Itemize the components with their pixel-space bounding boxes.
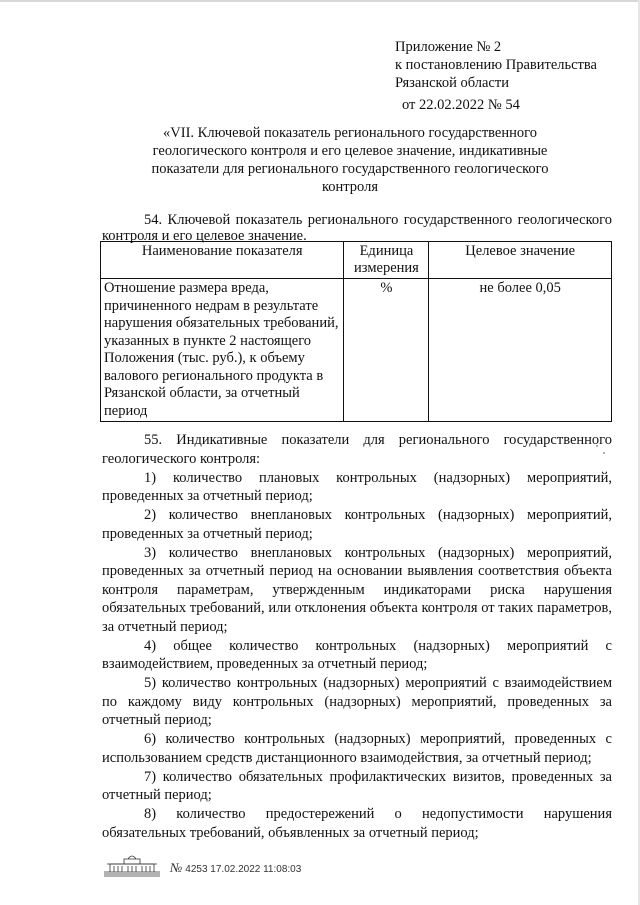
header-line: Приложение № 2 <box>395 39 502 55</box>
column-header-name: Наименование показателя <box>101 242 344 279</box>
list-item: 1) количество плановых контрольных (надзорных) мероприятий, проведенных за отчетный период; <box>102 469 612 504</box>
column-header-unit: Единица измерения <box>344 242 429 279</box>
paragraph-55: 55. Индикативные показатели для регионального государственного геологического контроля: <box>102 432 612 467</box>
list-item: 7) количество обязательных профилактических визитов, проведенных за отчетный период; <box>102 768 612 803</box>
header-line: Рязанской области <box>395 75 509 91</box>
list-item: 8) количество предостережений о недопустимости нарушения обязательных требований, объявленных за отчетный период; <box>102 806 612 841</box>
header-date: от 22.02.2022 № 54 <box>402 97 520 113</box>
scan-top-edge <box>0 0 640 2</box>
registration-number: 4253 17.02.2022 11:08:03 <box>185 864 302 875</box>
list-item: 4) общее количество контрольных (надзорных) мероприятий с взаимодействием, проведенных за отчетный период; <box>102 637 612 672</box>
list-item: 2) количество внеплановых контрольных (надзорных) мероприятий, проведенных за отчетный период; <box>102 507 612 542</box>
list-item: 3) количество внеплановых контрольных (надзорных) мероприятий, проведенных за отчетный период на основании выявления соответствия объекта контроля параметрам, утвержденным индикаторами риска нарушения обязательных требований, или отклонения объекта контроля от таких параметров, за отчетный период; <box>102 544 612 635</box>
table-row <box>101 279 612 422</box>
table-header-row <box>101 242 612 279</box>
government-building-icon <box>102 852 162 878</box>
list-item: 6) количество контрольных (надзорных) мероприятий, проведенных с использованием средств дистанционного взаимодействия, за отчетный период; <box>102 731 612 766</box>
appendix-header <box>395 38 597 92</box>
indicator-name-cell: Отношение размера вреда, причиненного недрам в результате нарушения обязательных требований, указанных в пункте 2 настоящего Положения (тыс. руб.), к объему валового регионального продукта в Рязанской области, за отчетный период <box>101 279 344 422</box>
key-indicator-table <box>100 241 612 422</box>
indicator-target-cell: не более 0,05 <box>429 279 612 422</box>
paragraph-54: 54. Ключевой показатель регионального государственного геологического контроля и его целевое значение. <box>102 212 612 244</box>
header-line: к постановлению Правительства <box>395 57 597 73</box>
column-header-target: Целевое значение <box>429 242 612 279</box>
indicator-unit-cell: % <box>344 279 429 422</box>
list-item: 5) количество контрольных (надзорных) мероприятий с взаимодействием по каждому виду контрольных (надзорных) мероприятий, проведенных за отчетный период; <box>102 675 612 728</box>
number-sign: № <box>170 860 183 875</box>
section-title: «VII. Ключевой показатель регионального государственного геологического контроля и его целевое значение, индикативные показатели для регионального государственного геологического контроля <box>151 125 549 195</box>
indicative-indicators-list <box>102 431 612 843</box>
registration-stamp <box>170 860 301 876</box>
